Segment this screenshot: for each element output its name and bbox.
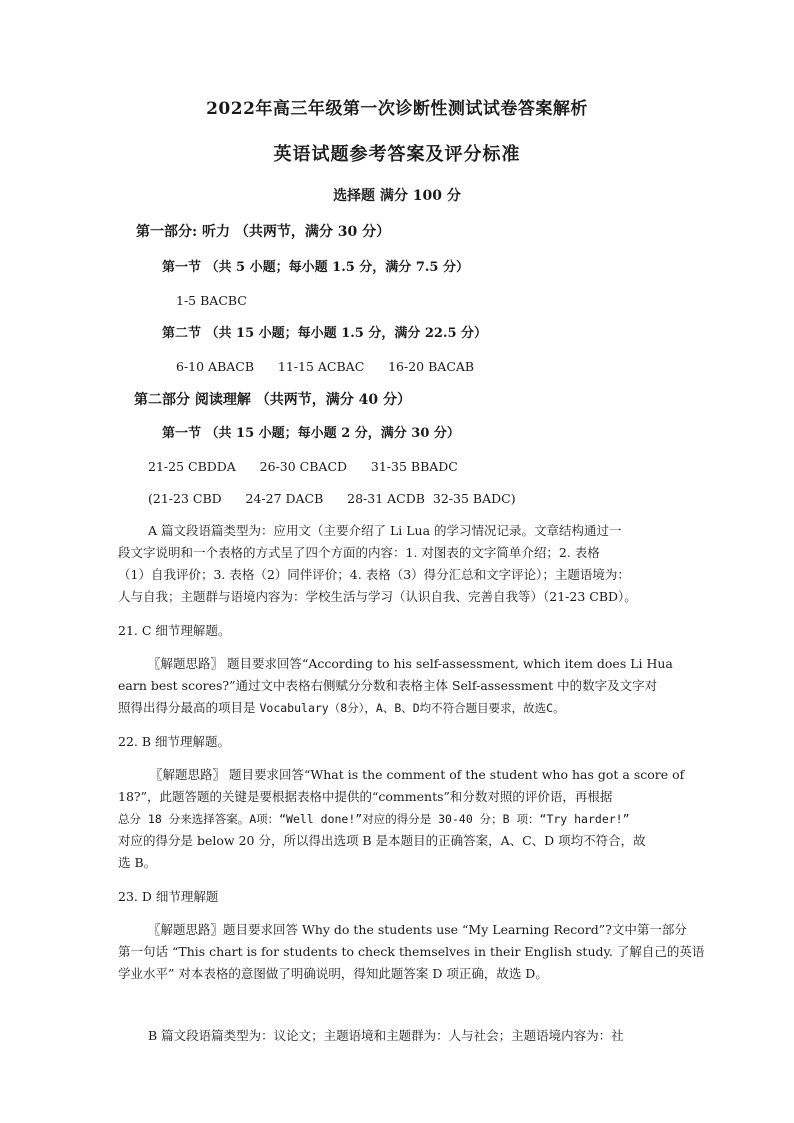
part1-heading: 第一部分: 听力 （共两节，满分 30 分） [136, 224, 391, 240]
passage-a-line3: （1）自我评价；3. 表格（2）同伴评价；4. 表格（3）得分汇总和文字评论）；主题语境为： [118, 567, 630, 582]
document-title: 2022年高三年级第一次诊断性测试试卷答案解析 [206, 99, 588, 119]
q22-label: 22. B 细节理解题。 [118, 734, 231, 749]
q21-line3 [118, 699, 565, 717]
passage-a-line2: 段文字说明和一个表格的方式呈了四个方面的内容：1. 对图表的文字简单介绍；2. 表格 [118, 545, 600, 560]
part1-section1-answers: 1-5 BACBC [176, 293, 247, 308]
q22-line5: 选 B。 [118, 855, 157, 870]
q22-line4: 对应的得分是 below 20 分，所以得出选项 B 是本题目的正确答案，A、C、D 项均不符合，故 [118, 833, 646, 848]
q22-line3-rest: 对应的得分是 30-40 分；B 项：“Try harder!” [362, 812, 630, 826]
part2-heading: 第二部分 阅读理解 （共两节，满分 40 分） [134, 392, 411, 408]
q21-line3-text: 照得出得分最高的项目是 [118, 700, 260, 715]
part2-section1-heading: 第一节 （共 15 小题；每小题 2 分，满分 30 分） [162, 426, 460, 441]
q23-line3: 学业水平” 对本表格的意图做了明确说明，得知此题答案 D 项正确，故选 D。 [118, 966, 548, 981]
part2-answers-line2: (21-23 CBD 24-27 DACB 28-31 ACDB 32-35 BADC) [148, 491, 516, 506]
passage-b-line1: B 篇文段语篇类型为：议论文；主题语境和主题群为：人与社会；主题语境内容为：社 [148, 1028, 624, 1043]
passage-a-line1: A 篇文段语篇类型为：应用文（主要介绍了 Li Lua 的学习情况记录。文章结构通过一 [148, 523, 622, 538]
q23-line2: 第一句话 “This chart is for students to check themselves in their English study. 了解自己的英语 [118, 944, 705, 959]
q22-line2: 18?”，此题答题的关键是要根据表格中提供的“comments”和分数对照的评价语，再根据 [118, 789, 613, 804]
passage-a-line4: 人与自我；主题群与语境内容为：学校生活与学习（认识自我、完善自我等）（21-23 CBD）。 [118, 589, 637, 604]
part2-answers-line1: 21-25 CBDDA 26-30 CBACD 31-35 BBADC [148, 459, 458, 474]
part1-section2-answers: 6-10 ABACB 11-15 ACBAC 16-20 BACAB [176, 359, 475, 374]
q21-line2: earn best scores?”通过文中表格右侧赋分分数和表格主体 Self-assessment 中的数字及文字对 [118, 678, 658, 693]
q22-line1: 〖解题思路〗 题目要求回答“What is the comment of the student who has got a score of [150, 767, 685, 782]
q21-label: 21. C 细节理解题。 [118, 623, 231, 638]
q21-line1: 〖解题思路〗 题目要求回答“According to his self-assessment, which item does Li Hua [148, 656, 673, 671]
q23-line1: 〖解题思路〗题目要求回答 Why do the students use “My Learning Record”?文中第一部分 [148, 922, 687, 937]
q22-line3-mono: 总分 18 分来选择答案。A项：“Well done!” [118, 812, 363, 826]
document-subtitle: 英语试题参考答案及评分标准 [273, 144, 521, 165]
part1-section1-heading: 第一节 （共 5 小题；每小题 1.5 分，满分 7.5 分） [162, 260, 469, 275]
q22-line3 [118, 810, 630, 828]
section-header: 选择题 满分 100 分 [333, 188, 461, 204]
q21-line3-mono: Vocabulary（8分），A、B、D均不符合题目要求，故选C。 [259, 701, 565, 715]
part1-section2-heading: 第二节 （共 15 小题；每小题 1.5 分，满分 22.5 分） [162, 326, 488, 341]
q23-label: 23. D 细节理解题 [118, 889, 219, 904]
